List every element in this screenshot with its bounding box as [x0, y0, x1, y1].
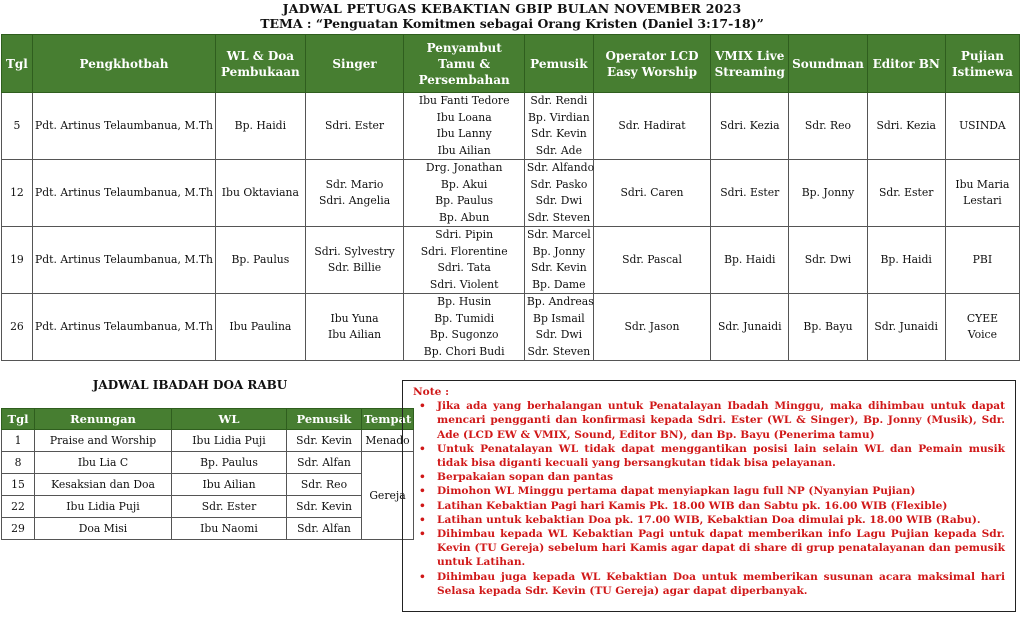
note-label: Note : — [413, 386, 449, 398]
date-cell: 15 — [2, 474, 35, 496]
table-row — [2, 496, 414, 518]
note-item: • Dimohon WL Minggu pertama dapat menyiapkan lagu full NP (Nyanyian Pujian) — [437, 484, 1005, 498]
musician-cell-line: Sdr. Dwi — [535, 194, 583, 207]
table-row — [2, 452, 414, 474]
usher-cell-line: Bp. Akui — [440, 177, 488, 191]
worship-leader-cell: Sdr. Ester — [172, 496, 287, 518]
editor-cell: Sdri. Kezia — [867, 93, 945, 160]
musician-cell: Sdr. Alfan — [287, 452, 362, 474]
musician-cell-line: Bp. Virdian — [528, 110, 590, 124]
vmix-cell: Bp. Haidi — [711, 227, 789, 294]
note-item: • Untuk Penatalayan WL tidak dapat menggantikan posisi lain selain WL dan Pemain musik tidak bisa diganti kecuali yang bersangkutan tidak bisa pelayanan. — [437, 442, 1005, 470]
special-song-cell-line: Ibu Maria — [955, 177, 1010, 191]
singer-cell-line: Sdr. Billie — [327, 261, 382, 274]
column-header: Soundman — [789, 35, 867, 93]
special-song-cell-line: USINDA — [959, 118, 1006, 132]
column-header: Editor BN — [867, 35, 945, 93]
singer-cell-line: Ibu Yuna — [330, 311, 379, 325]
date-cell: 1 — [2, 430, 35, 452]
usher-cell-line: Bp. Chori Budi — [423, 344, 505, 358]
devotion-cell: Doa Misi — [35, 518, 172, 540]
column-header: VMIX Live Streaming — [711, 35, 789, 93]
prayer-schedule-title: JADWAL IBADAH DOA RABU — [92, 378, 288, 392]
musician-cell-line: Bp Ismail — [533, 311, 585, 325]
column-header: WL & Doa Pembukaan — [216, 35, 306, 93]
schedule-header-row — [2, 35, 1020, 93]
usher-cell-line: Ibu Lanny — [436, 127, 492, 140]
column-header: Penyambut Tamu & Persembahan — [404, 35, 524, 93]
worship-leader-cell: Ibu Naomi — [172, 518, 287, 540]
preacher-cell: Pdt. Artinus Telaumbanua, M.Th — [32, 227, 215, 294]
note-item: • Berpakaian sopan dan pantas — [437, 470, 1005, 484]
usher-cell-line: Bp. Tumidi — [434, 311, 495, 325]
musician-cell-line: Sdr. Alfando — [526, 161, 595, 174]
usher-cell-line: Drg. Jonathan — [425, 161, 503, 174]
lcd-operator-cell: Sdr. Pascal — [593, 227, 710, 294]
column-header: WL — [172, 409, 287, 430]
usher-cell — [404, 227, 524, 294]
column-header: Operator LCD Easy Worship — [593, 35, 710, 93]
singer-cell-line: Sdr. Mario — [325, 177, 384, 191]
lcd-operator-cell: Sdr. Jason — [593, 294, 710, 361]
column-header: Renungan — [35, 409, 172, 430]
worship-leader-cell: Bp. Haidi — [216, 93, 306, 160]
musician-cell-line: Sdr. Steven — [527, 210, 591, 224]
table-row — [2, 93, 1020, 160]
date-cell: 26 — [2, 294, 33, 361]
column-header: Tgl — [2, 409, 35, 430]
usher-cell-line: Ibu Fanti Tedore — [418, 94, 510, 107]
usher-cell-line: Sdri. Florentine — [420, 244, 508, 258]
singer-cell — [305, 160, 404, 227]
musician-cell-line: Sdr. Ade — [535, 143, 582, 157]
soundman-cell: Sdr. Reo — [789, 93, 867, 160]
note-list — [413, 399, 1005, 598]
lcd-operator-cell: Sdr. Hadirat — [593, 93, 710, 160]
editor-cell: Sdr. Ester — [867, 160, 945, 227]
special-song-cell — [945, 160, 1019, 227]
usher-cell-line: Bp. Sugonzo — [429, 328, 499, 341]
prayer-schedule-table — [1, 408, 414, 540]
musician-cell — [524, 160, 593, 227]
musician-cell-line: Sdr. Rendi — [530, 94, 588, 107]
column-header: Singer — [305, 35, 404, 93]
musician-cell-line: Sdr. Dwi — [535, 328, 583, 341]
table-row — [2, 518, 414, 540]
vmix-cell: Sdri. Ester — [711, 160, 789, 227]
editor-cell: Sdr. Junaidi — [867, 294, 945, 361]
date-cell: 12 — [2, 160, 33, 227]
soundman-cell: Bp. Bayu — [789, 294, 867, 361]
musician-cell-line: Sdr. Steven — [527, 344, 591, 358]
musician-cell: Sdr. Kevin — [287, 430, 362, 452]
special-song-cell — [945, 227, 1019, 294]
special-song-cell — [945, 294, 1019, 361]
usher-cell-line: Sdri. Pipin — [435, 228, 494, 241]
note-item: • Latihan untuk kebaktian Doa pk. 17.00 WIB, Kebaktian Doa dimulai pk. 18.00 WIB (Rabu). — [437, 513, 1005, 527]
note-box — [402, 380, 1016, 612]
note-item: • Dihimbau juga kepada WL Kebaktian Doa untuk memberikan susunan acara maksimal hari Selasa kepada Sdr. Kevin (TU Gereja) agar dapat diperbanyak. — [437, 570, 1005, 598]
page-title: JADWAL PETUGAS KEBAKTIAN GBIP BULAN NOVEMBER 2023 — [282, 1, 742, 16]
singer-cell — [305, 227, 404, 294]
usher-cell-line: Ibu Loana — [436, 110, 492, 124]
singer-cell-line: Sdri. Sylvestry — [314, 244, 395, 258]
worship-leader-cell: Ibu Paulina — [216, 294, 306, 361]
usher-cell-line: Ibu Ailian — [437, 143, 491, 157]
note-item: • Latihan Kebaktian Pagi hari Kamis Pk. 18.00 WIB dan Sabtu pk. 16.00 WIB (Flexible) — [437, 499, 1005, 513]
singer-cell-line: Sdri. Angelia — [318, 194, 391, 207]
musician-cell-line: Sdr. Pasko — [530, 177, 588, 191]
special-song-cell — [945, 93, 1019, 160]
vmix-cell: Sdr. Junaidi — [711, 294, 789, 361]
date-cell: 19 — [2, 227, 33, 294]
musician-cell-line: Sdr. Marcel — [527, 228, 591, 241]
musician-cell-line: Sdr. Kevin — [530, 261, 587, 274]
theme-subtitle: TEMA : “Penguatan Komitmen sebagai Orang Kristen (Daniel 3:17-18)” — [260, 16, 764, 31]
devotion-cell: Praise and Worship — [35, 430, 172, 452]
note-item: • Jika ada yang berhalangan untuk Penatalayan Ibadah Minggu, maka dihimbau untuk dapat mencari pengganti dan konfirmasi kepada Sdri. Ester (WL & Singer), Bp. Jonny (Musik), Sdr. Ade (LCD EW & VMIX, Sound, Editor BN), dan Bp. Bayu (Penerima tamu) — [437, 399, 1005, 442]
note-item: • Dihimbau kepada WL Kebaktian Pagi untuk dapat memberikan info Lagu Pujian kepada Sdr. Kevin (TU Gereja) sebelum hari Kamis agar dapat di share di grup penatalayanan dan pemusik untuk Latihan. — [437, 527, 1005, 570]
special-song-cell-line: Lestari — [963, 194, 1002, 207]
special-song-cell-line: CYEE — [966, 311, 998, 325]
date-cell: 5 — [2, 93, 33, 160]
usher-cell — [404, 93, 524, 160]
column-header: Pengkhotbah — [32, 35, 215, 93]
singer-cell-line: Sdri. Ester — [324, 118, 385, 132]
vmix-cell: Sdri. Kezia — [711, 93, 789, 160]
singer-cell — [305, 294, 404, 361]
musician-cell — [524, 93, 593, 160]
musician-cell — [524, 294, 593, 361]
usher-cell — [404, 160, 524, 227]
date-cell: 29 — [2, 518, 35, 540]
devotion-cell: Kesaksian dan Doa — [35, 474, 172, 496]
usher-cell-line: Bp. Paulus — [435, 194, 494, 207]
musician-cell-line: Bp. Andreas — [526, 295, 594, 308]
worship-leader-cell: Ibu Ailian — [172, 474, 287, 496]
worship-leader-cell: Bp. Paulus — [216, 227, 306, 294]
editor-cell: Bp. Haidi — [867, 227, 945, 294]
date-cell: 8 — [2, 452, 35, 474]
table-row — [2, 227, 1020, 294]
prayer-header-row — [2, 409, 414, 430]
table-row — [2, 160, 1020, 227]
table-row — [2, 294, 1020, 361]
musician-cell — [524, 227, 593, 294]
place-cell: Gereja — [362, 452, 414, 540]
special-song-cell-line: Voice — [967, 328, 997, 341]
column-header: Pemusik — [287, 409, 362, 430]
worship-leader-cell: Ibu Lidia Puji — [172, 430, 287, 452]
usher-cell — [404, 294, 524, 361]
devotion-cell: Ibu Lia C — [35, 452, 172, 474]
singer-cell — [305, 93, 404, 160]
usher-cell-line: Sdri. Tata — [437, 261, 491, 274]
devotion-cell: Ibu Lidia Puji — [35, 496, 172, 518]
usher-cell-line: Sdri. Violent — [429, 277, 499, 291]
usher-cell-line: Bp. Husin — [437, 295, 492, 308]
preacher-cell: Pdt. Artinus Telaumbanua, M.Th — [32, 160, 215, 227]
table-row — [2, 430, 414, 452]
worship-leader-cell: Bp. Paulus — [172, 452, 287, 474]
date-cell: 22 — [2, 496, 35, 518]
worship-leader-cell: Ibu Oktaviana — [216, 160, 306, 227]
musician-cell: Sdr. Kevin — [287, 496, 362, 518]
musician-cell-line: Bp. Dame — [532, 277, 586, 291]
musician-cell: Sdr. Reo — [287, 474, 362, 496]
usher-cell-line: Bp. Abun — [439, 210, 490, 224]
preacher-cell: Pdt. Artinus Telaumbanua, M.Th — [32, 294, 215, 361]
column-header: Tgl — [2, 35, 33, 93]
column-header: Pujian Istimewa — [945, 35, 1019, 93]
sunday-schedule-table — [1, 34, 1020, 361]
special-song-cell-line: PBI — [972, 252, 993, 266]
table-row — [2, 474, 414, 496]
musician-cell-line: Sdr. Kevin — [530, 127, 587, 140]
musician-cell-line: Bp. Jonny — [532, 244, 586, 258]
column-header: Pemusik — [524, 35, 593, 93]
lcd-operator-cell: Sdri. Caren — [593, 160, 710, 227]
soundman-cell: Sdr. Dwi — [789, 227, 867, 294]
singer-cell-line: Ibu Ailian — [327, 328, 382, 341]
preacher-cell: Pdt. Artinus Telaumbanua, M.Th — [32, 93, 215, 160]
column-header: Tempat — [362, 409, 414, 430]
place-cell: Menado — [362, 430, 414, 452]
musician-cell: Sdr. Alfan — [287, 518, 362, 540]
soundman-cell: Bp. Jonny — [789, 160, 867, 227]
